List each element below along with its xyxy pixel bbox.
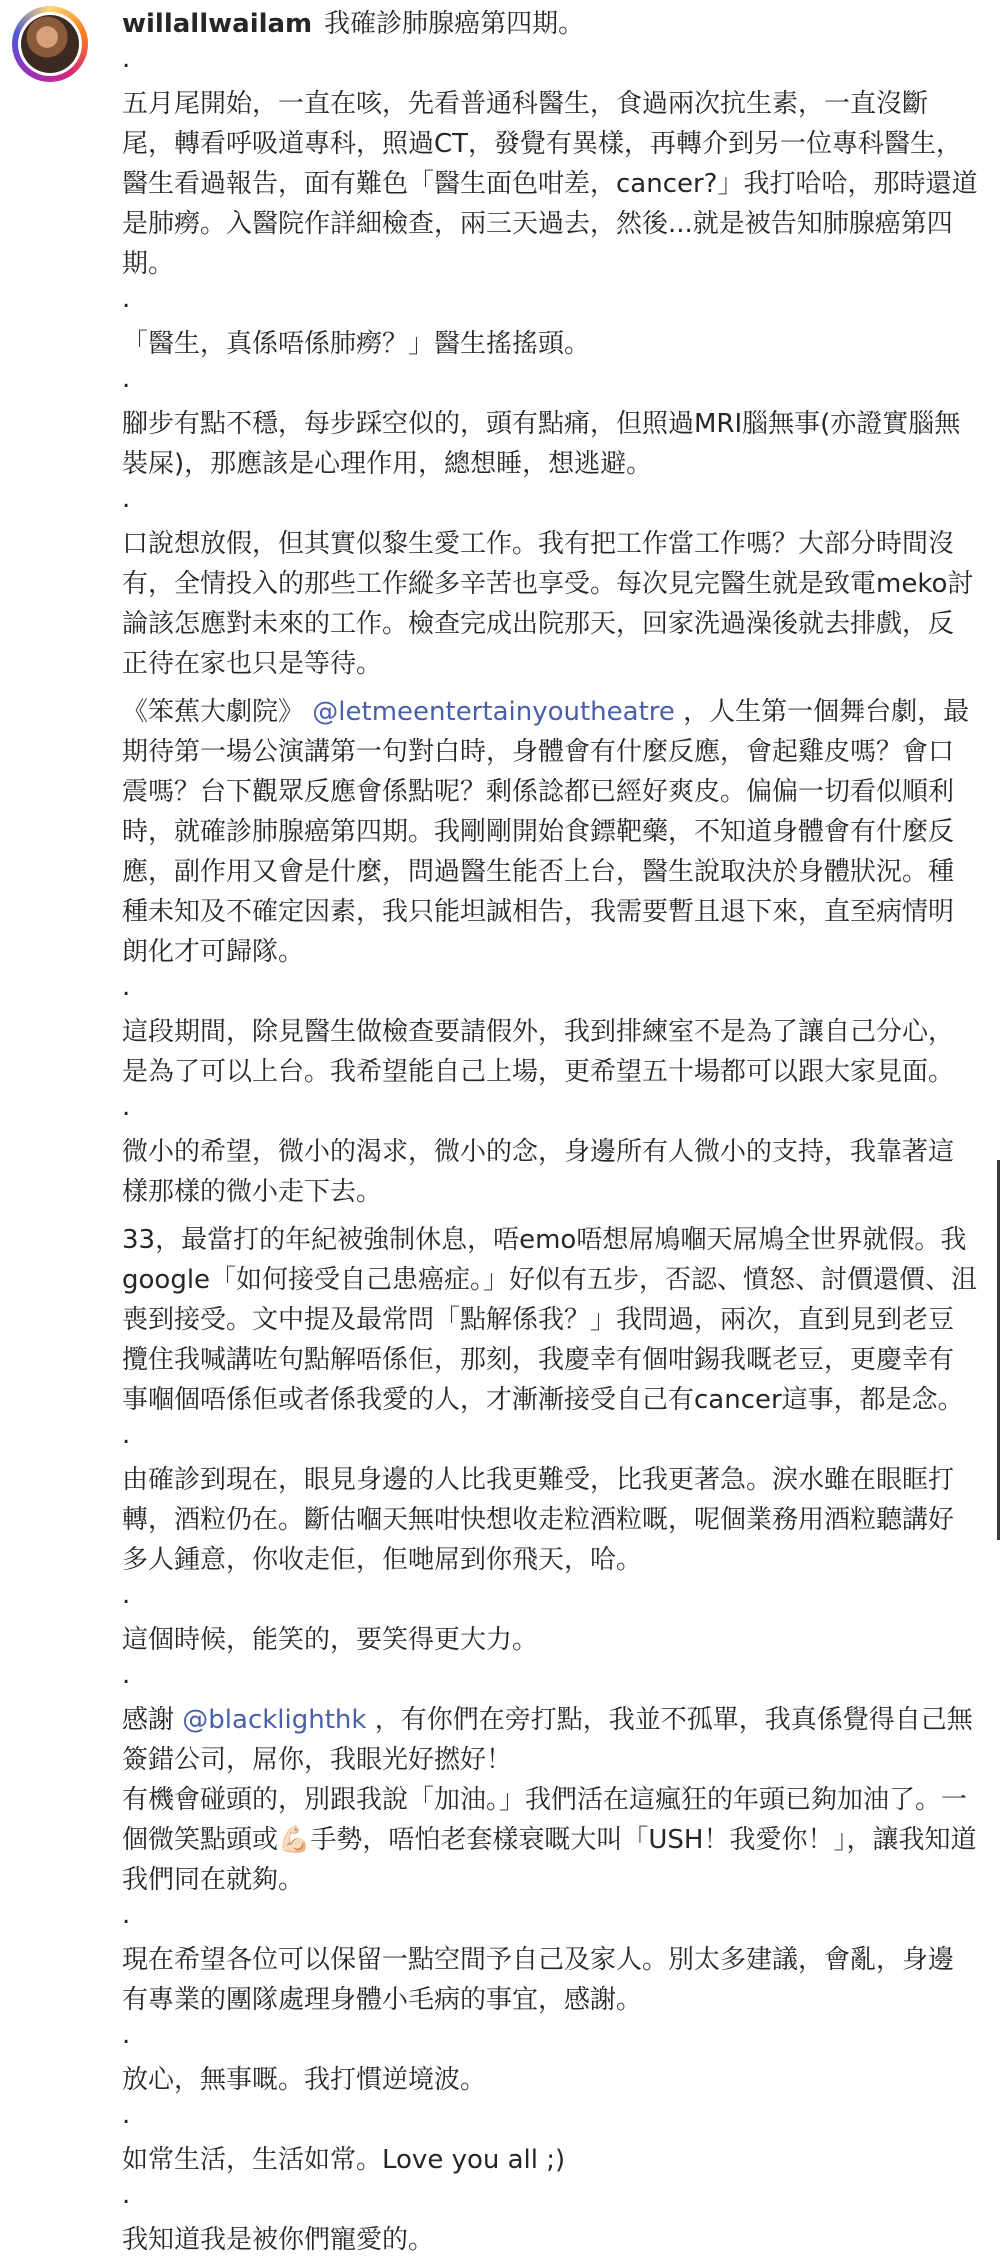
avatar-photo <box>21 15 79 73</box>
paragraph-3: 腳步有點不穩，每步踩空似的，頭有點痛，但照過MRI腦無事(亦證實腦無裝屎)，那應該是心理作用，總想睡，想逃避。 <box>122 409 961 479</box>
paragraph-16: 我知道我是被你們寵愛的。 <box>122 2225 435 2255</box>
separator-dot: . <box>122 1420 131 1450</box>
separator-dot: . <box>122 484 131 514</box>
separator-dot: . <box>122 972 131 1002</box>
paragraph-11-text: ，有你們在旁打點，我並不孤單，我真係覺得自己無簽錯公司，屌你，我眼光好撚好！ <box>122 1705 973 1775</box>
paragraph-7: 微小的希望，微小的渴求，微小的念，身邊所有人微小的支持，我靠著這樣那樣的微小走下去。 <box>122 1137 955 1207</box>
paragraph-11 <box>122 1700 978 1780</box>
paragraph-1: 五月尾開始，一直在咳，先看普通科醫生，食過兩次抗生素，一直沒斷尾，轉看呼吸道專科，照過CT，發覺有異樣，再轉介到另一位專科醫生，醫生看過報告，面有難色「醫生面色咁差，cancer?」我打哈哈，那時還道是肺癆。入醫院作詳細檢查，兩三天過去，然後...就是被告知肺腺癌第四期。 <box>122 89 978 279</box>
paragraph-11-lead: 感謝 <box>122 1705 175 1735</box>
paragraph-13: 現在希望各位可以保留一點空間予自己及家人。別太多建議，會亂，身邊有專業的團隊處理身體小毛病的事宜，感謝。 <box>122 1945 955 2015</box>
paragraph-12: 有機會碰頭的，別跟我說「加油。」我們活在這瘋狂的年頭已夠加油了。一個微笑點頭或💪🏻手勢，唔怕老套樣衰嘅大叫「USH！我愛你！」，讓我知道我們同在就夠。 <box>122 1785 977 1895</box>
avatar-ring <box>18 12 82 76</box>
paragraph-8: 33，最當打的年紀被強制休息，唔emo唔想屌鳩嗰天屌鳩全世界就假。我google「如何接受自己患癌症。」好似有五步，否認、憤怒、討價還價、沮喪到接受。文中提及最常問「點解係我？」我問過，兩次，直到見到老豆攬住我喊講咗句點解唔係佢，那刻，我慶幸有個咁錫我嘅老豆，更慶幸有事嗰個唔係佢或者係我愛的人，才漸漸接受自己有cancer這事，都是念。 <box>122 1225 978 1415</box>
caption-title: 我確診肺腺癌第四期。 <box>324 9 585 39</box>
paragraph-2: 「醫生，真係唔係肺癆？」醫生搖搖頭。 <box>122 329 591 359</box>
separator-dot: . <box>122 1580 131 1610</box>
paragraph-15: 如常生活，生活如常。Love you all ;) <box>122 2145 566 2175</box>
paragraph-gap <box>122 1212 978 1220</box>
caption-header <box>122 4 978 44</box>
paragraph-4: 口說想放假，但其實似黎生愛工作。我有把工作當工作嗎？大部分時間沒有，全情投入的那些工作縱多辛苦也享受。每次見完醫生就是致電meko討論該怎應對未來的工作。檢查完成出院那天，回家洗過澡後就去排戲，反正待在家也只是等待。 <box>122 529 974 679</box>
separator-dot: . <box>122 2100 131 2130</box>
separator-dot: . <box>122 2180 131 2210</box>
post-caption <box>122 4 978 2260</box>
separator-dot: . <box>122 2020 131 2050</box>
mention-letmeentertainyoutheatre[interactable]: @letmeentertainyoutheatre <box>312 697 675 727</box>
separator-dot: . <box>122 1092 131 1122</box>
paragraph-9: 由確診到現在，眼見身邊的人比我更難受，比我更著急。淚水雖在眼眶打轉，酒粒仍在。斷估嗰天無咁快想收走粒酒粒嘅，呢個業務用酒粒聽講好多人鍾意，你收走佢，佢哋屌到你飛天，哈。 <box>122 1465 955 1575</box>
separator-dot: . <box>122 1660 131 1690</box>
paragraph-5-text: ，人生第一個舞台劇，最期待第一場公演講第一句對白時，身體會有什麼反應，會起雞皮嗎？會口震嗎？台下觀眾反應會係點呢？剩係諗都已經好爽皮。偏偏一切看似順利時，就確診肺腺癌第四期。我剛剛開始食鏢靶藥，不知道身體會有什麼反應，副作用又會是什麼，問過醫生能否上台，醫生說取決於身體狀況。種種未知及不確定因素，我只能坦誠相告，我需要暫且退下來，直至病情明朗化才可歸隊。 <box>122 697 970 967</box>
separator-dot: . <box>122 44 131 74</box>
paragraph-5 <box>122 692 978 972</box>
avatar[interactable] <box>12 6 88 82</box>
mention-blacklighthk[interactable]: @blacklighthk <box>182 1705 367 1735</box>
paragraph-10: 這個時候，能笑的，要笑得更大力。 <box>122 1625 539 1655</box>
separator-dot: . <box>122 364 131 394</box>
separator-dot: . <box>122 284 131 314</box>
paragraph-6: 這段期間，除見醫生做檢查要請假外，我到排練室不是為了讓自己分心，是為了可以上台。我希望能自己上場，更希望五十場都可以跟大家見面。 <box>122 1017 955 1087</box>
separator-dot: . <box>122 1900 131 1930</box>
paragraph-gap <box>122 684 978 692</box>
username-link[interactable]: willallwailam <box>122 9 313 39</box>
paragraph-5-title: 《笨蕉大劇院》 <box>122 697 305 727</box>
paragraph-14: 放心，無事嘅。我打慣逆境波。 <box>122 2065 487 2095</box>
